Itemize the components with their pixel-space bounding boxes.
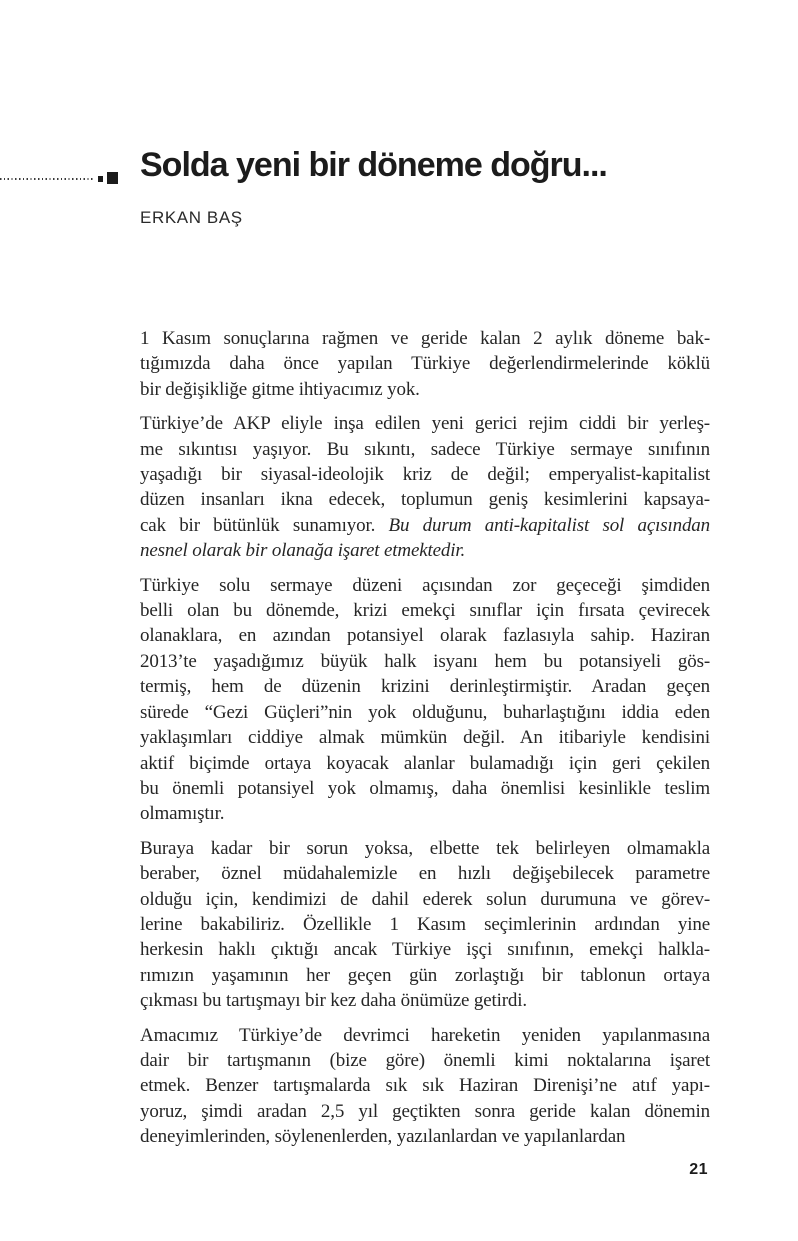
text-segment: Türkiye solu sermaye düzeni açısından zor geçeceği şimdiden <box>140 574 710 596</box>
text-segment: düzen insanları ikna edecek, toplumun geniş kesimlerini kapsaya- <box>140 489 710 511</box>
text-line <box>140 861 710 886</box>
text-segment: aktif biçimde ortaya koyacak alanlar bulamadığı için geri çekilen <box>140 752 710 774</box>
paragraph <box>140 326 710 402</box>
text-segment: dair bir tartışmanın (bize göre) önemli kimi noktalarına işaret <box>140 1049 710 1071</box>
text-line <box>140 751 710 776</box>
text-segment: Buraya kadar bir sorun yoksa, elbette tek belirleyen olmamakla <box>140 837 710 859</box>
text-segment: me sıkıntısı yaşıyor. Bu sıkıntı, sadece Türkiye sermaye sınıfının <box>140 438 710 460</box>
text-line <box>140 377 710 402</box>
text-line <box>140 437 710 462</box>
author-name: ERKAN BAŞ <box>140 208 243 227</box>
text-segment: herkesin haklı çıktığı ancak Türkiye işçi sınıfının, emekçi halkla- <box>140 939 710 961</box>
text-line <box>140 513 710 538</box>
text-line <box>140 351 710 376</box>
small-square-decoration <box>98 176 103 182</box>
text-line <box>140 538 710 563</box>
text-line <box>140 963 710 988</box>
text-line <box>140 1124 710 1149</box>
large-square-decoration <box>107 172 118 184</box>
text-segment: 2013’te yaşadığımız büyük halk isyanı hem bu potansiyeli gös- <box>140 650 710 672</box>
text-segment: olmamıştır. <box>140 803 225 825</box>
text-segment: olanaklara, en azından potansiyel olarak fazlasıyla sahip. Haziran <box>140 625 710 647</box>
text-line <box>140 573 710 598</box>
text-segment: yoruz, şimdi aradan 2,5 yıl geçtikten sonra geride kalan dönemin <box>140 1100 710 1122</box>
text-segment: belli olan bu dönemde, krizi emekçi sınıflar için fırsata çevirecek <box>140 600 710 622</box>
text-line <box>140 1099 710 1124</box>
paragraph <box>140 836 710 1014</box>
text-segment: olduğu için, kendimizi de dahil ederek solun durumuna ve görev- <box>140 888 710 910</box>
text-line <box>140 1048 710 1073</box>
text-line <box>140 649 710 674</box>
text-segment: cak bir bütünlük sunamıyor. <box>140 514 389 536</box>
text-segment: bu önemli potansiyel yok olmamış, daha önemlisi kesinlikle teslim <box>140 777 710 799</box>
text-line <box>140 462 710 487</box>
text-segment: yaklaşımları ciddiye almak mümkün değil. An itibariyle kendisini <box>140 727 710 749</box>
chapter-title: Solda yeni bir döneme doğru... <box>140 146 607 184</box>
text-segment: çıkması bu tartışmayı bir kez daha önümüze getirdi. <box>140 990 528 1012</box>
text-segment: rımızın yaşamının her geçen gün zorlaştığı bir tablonun ortaya <box>140 964 710 986</box>
text-line <box>140 623 710 648</box>
text-line <box>140 326 710 351</box>
text-line <box>140 988 710 1013</box>
italic-text-segment: Bu durum anti-kapitalist sol açısından <box>388 514 710 536</box>
text-line <box>140 700 710 725</box>
body-text <box>140 326 710 1159</box>
text-segment: 1 Kasım sonuçlarına rağmen ve geride kalan 2 aylık döneme bak- <box>140 328 710 349</box>
text-segment: deneyimlerinden, söylenenlerden, yazılanlardan ve yapılanlardan <box>140 1126 626 1148</box>
text-line <box>140 1023 710 1048</box>
paragraph <box>140 1023 710 1150</box>
text-segment: beraber, öznel müdahalemizle en hızlı değişebilecek parametre <box>140 863 710 885</box>
text-segment: sürede “Gezi Güçleri”nin yok olduğunu, buharlaştığını iddia eden <box>140 701 710 723</box>
text-line <box>140 411 710 436</box>
paragraph <box>140 573 710 827</box>
text-segment: lerine bakabiliriz. Özellikle 1 Kasım seçimlerinin ardından yine <box>140 913 710 935</box>
page-number: 21 <box>689 1161 708 1178</box>
text-segment: yaşadığı bir siyasal-ideolojik kriz de değil; emperyalist-kapitalist <box>140 464 710 486</box>
text-segment: etmek. Benzer tartışmalarda sık sık Haziran Direnişi’ne atıf yapı- <box>140 1075 710 1097</box>
text-line <box>140 674 710 699</box>
text-segment: termiş, hem de düzenin krizini derinleştirmiştir. Aradan geçen <box>140 676 710 698</box>
text-segment: Amacımız Türkiye’de devrimci hareketin yeniden yapılanmasına <box>140 1024 710 1046</box>
text-line <box>140 1073 710 1098</box>
text-line <box>140 801 710 826</box>
text-line <box>140 912 710 937</box>
text-line <box>140 598 710 623</box>
text-segment: Türkiye’de AKP eliyle inşa edilen yeni gerici rejim ciddi bir yerleş- <box>140 413 710 435</box>
text-line <box>140 937 710 962</box>
text-line <box>140 487 710 512</box>
text-segment: tığımızda daha önce yapılan Türkiye değerlendirmelerinde köklü <box>140 353 710 375</box>
text-line <box>140 725 710 750</box>
text-line <box>140 776 710 801</box>
dotted-rule-decoration <box>0 178 95 180</box>
text-segment: bir değişikliğe gitme ihtiyacımız yok. <box>140 378 420 400</box>
text-line <box>140 887 710 912</box>
text-line <box>140 836 710 861</box>
paragraph <box>140 411 710 563</box>
italic-text-segment: nesnel olarak bir olanağa işaret etmektedir. <box>140 540 466 562</box>
